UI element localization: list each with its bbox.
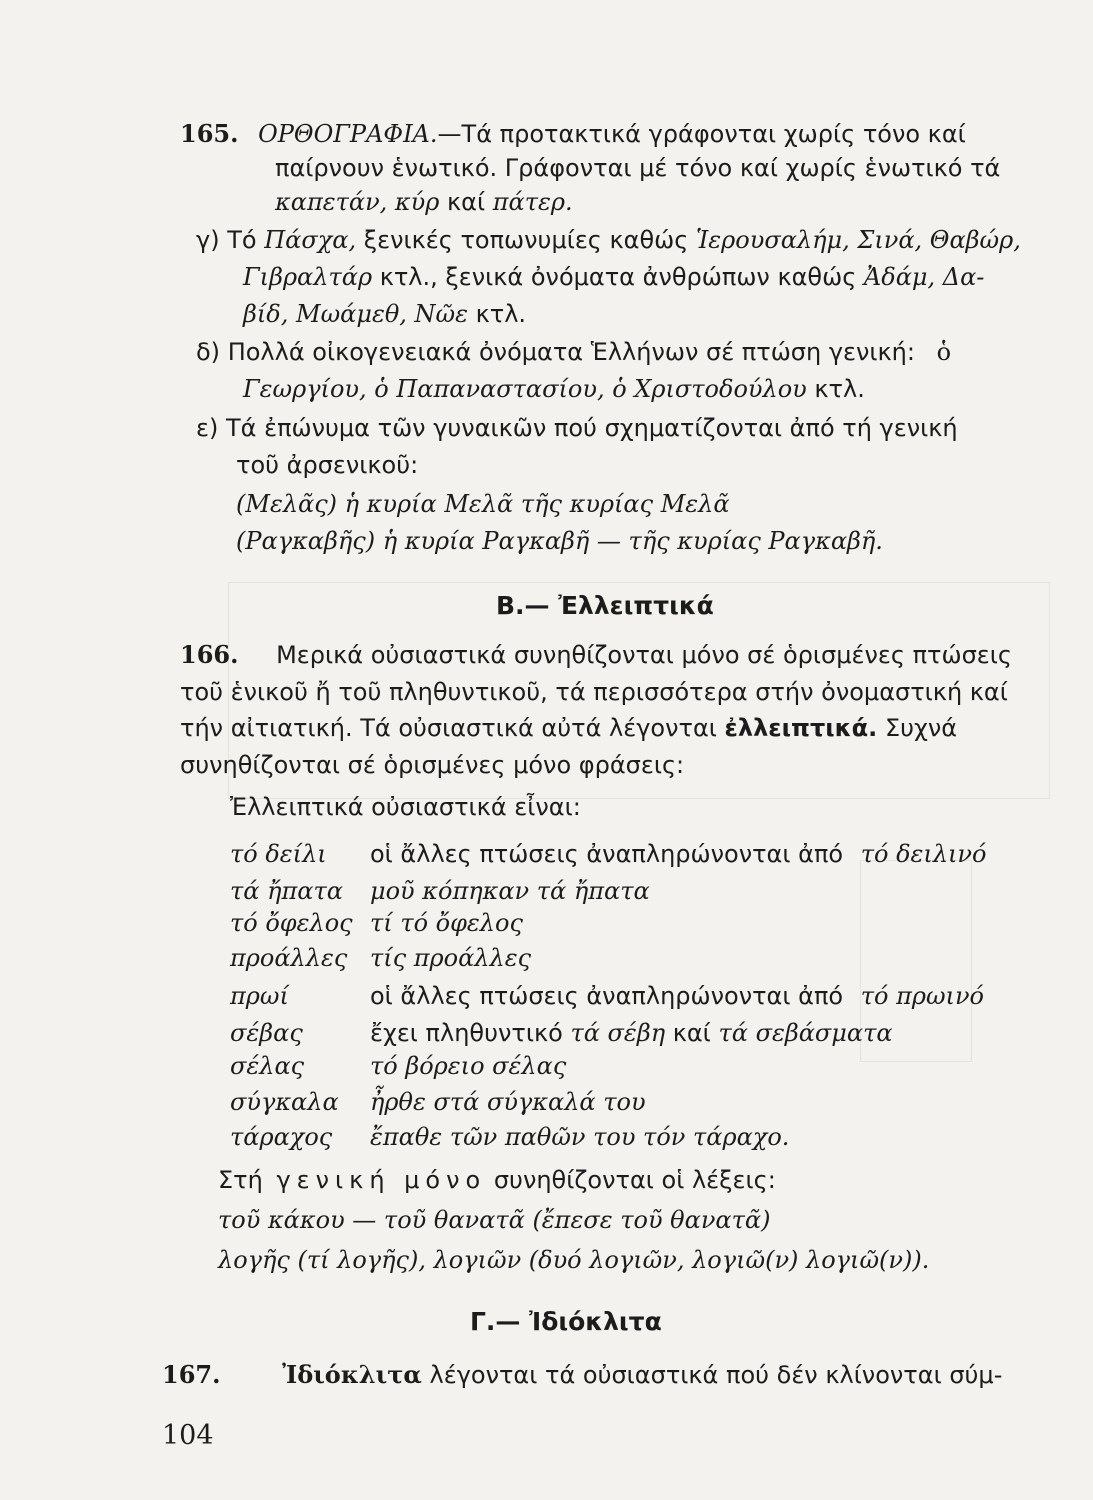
- term: σέλας: [230, 1052, 305, 1080]
- text-line: [230, 792, 581, 822]
- example-line: [236, 489, 730, 519]
- example-phrase: τό πρωινό: [860, 982, 984, 1010]
- example-word: πάτερ.: [492, 188, 573, 216]
- text: συνηθίζονται οἱ λέξεις:: [493, 1166, 776, 1194]
- page-number: 104: [162, 1420, 214, 1451]
- paragraph-number: 167.: [162, 1360, 221, 1389]
- bold-term: Ἰδιόκλιτα: [282, 1360, 422, 1389]
- text: καί: [672, 1019, 711, 1047]
- text-line: [180, 677, 1008, 707]
- example-phrase: ἦρθε στά σύγκαλά του: [370, 1088, 646, 1116]
- spaced-emphasis: γενική μόνο: [276, 1166, 487, 1194]
- text-line: —Τά προτακτικά γράφονται χωρίς τόνο καί: [437, 120, 966, 148]
- table-row: [230, 981, 984, 1011]
- text: Πολλά οἰκογενειακά ὀνόματα Ἑλλήνων σέ πτώση γενική:: [227, 338, 915, 366]
- example-phrase: τό βόρειο σέλας: [370, 1052, 567, 1080]
- example-line: [218, 1245, 929, 1275]
- example-line: [236, 526, 883, 556]
- example-text: (Ραγκαβῆς) ἡ κυρία Ραγκαβῆ — τῆς κυρίας Ραγκαβῆ.: [236, 527, 883, 555]
- text: συνηθίζονται σέ ὁρισμένες μόνο φράσεις:: [180, 751, 685, 779]
- text-line: [196, 225, 1021, 255]
- list-marker: γ): [196, 226, 220, 254]
- text-line: [243, 299, 526, 329]
- paragraph-number: 165.: [180, 119, 239, 148]
- example-word: καπετάν, κύρ: [275, 188, 440, 216]
- example-line: [218, 1205, 770, 1235]
- example-phrase: τά σεβάσματα: [718, 1019, 893, 1047]
- explanation: οἱ ἄλλες πτώσεις ἀναπληρώνονται ἀπό: [370, 840, 844, 868]
- text: κτλ., ξενικά ὀνόματα ἀνθρώπων καθώς: [379, 263, 857, 291]
- term: σέβας: [230, 1019, 303, 1047]
- text: Στή: [218, 1166, 263, 1194]
- text: Μερικά οὐσιαστικά συνηθίζονται μόνο σέ ὁρισμένες πτώσεις: [276, 641, 1012, 669]
- text-line: [196, 413, 958, 443]
- text-line: [180, 750, 684, 780]
- text: τήν αἰτιατική. Τά οὐσιαστικά αὐτά λέγονται: [180, 714, 717, 742]
- term: προάλλες: [230, 944, 348, 972]
- text: παίρνουν ἑνωτικό. Γράφονται μέ τόνο καί χωρίς ἑνωτικό τά: [275, 154, 1001, 182]
- text: ξενικές τοπωνυμίες καθώς: [363, 226, 689, 254]
- table-row: [230, 908, 523, 938]
- example-phrase: τίς προάλλες: [370, 944, 532, 972]
- example-phrase: τί τό ὄφελος: [370, 909, 523, 937]
- text: τοῦ ἀρσενικοῦ:: [236, 451, 419, 479]
- table-row: [230, 839, 986, 869]
- text-line: [243, 374, 865, 404]
- table-row: [230, 1122, 789, 1152]
- explanation: ἔχει πληθυντικό: [370, 1019, 563, 1047]
- text: Συχνά: [884, 714, 958, 742]
- section-heading: Γ.— Ἰδιόκλιτα: [470, 1307, 662, 1336]
- text-line: [243, 262, 984, 292]
- text: καί: [447, 188, 486, 216]
- paragraph-165-line: [180, 119, 966, 149]
- text: κτλ.: [814, 375, 865, 403]
- bold-term: ἐλλειπτικά.: [724, 714, 878, 742]
- text: κτλ.: [475, 300, 527, 328]
- example-word: Γιβραλτάρ: [243, 263, 373, 291]
- paragraph-number: 166.: [180, 640, 239, 669]
- text: Τό: [227, 226, 257, 254]
- term: τό δείλι: [230, 840, 327, 868]
- text: λέγονται τά οὐσιαστικά πού δέν κλίνονται σύμ-: [429, 1361, 1003, 1389]
- text: Ἐλλειπτικά οὐσιαστικά εἶναι:: [230, 793, 581, 821]
- example-word: βίδ, Μωάμεθ, Νῶε: [243, 300, 468, 328]
- table-row: [230, 1051, 566, 1081]
- text: ὁ: [936, 338, 952, 366]
- term: τά ἤπατα: [230, 877, 343, 905]
- example-phrase: μοῦ κόπηκαν τά ἤπατα: [370, 877, 650, 905]
- text: τοῦ ἑνικοῦ ἤ τοῦ πληθυντικοῦ, τά περισσότερα στήν ὀνομαστική καί: [180, 678, 1008, 706]
- paragraph-167-line: [162, 1360, 1002, 1390]
- table-row: [230, 876, 650, 906]
- list-marker: δ): [196, 338, 221, 366]
- explanation: οἱ ἄλλες πτώσεις ἀναπληρώνονται ἀπό: [370, 982, 844, 1010]
- text-line: [275, 187, 573, 217]
- example-text: τοῦ κάκου — τοῦ θανατᾶ (ἔπεσε τοῦ θανατᾶ): [218, 1206, 771, 1234]
- table-row: [230, 943, 531, 973]
- table-row: [230, 1087, 646, 1117]
- example-phrase: τό δειλινό: [860, 840, 987, 868]
- example-word: Ἱερουσαλήμ, Σινά, Θαβώρ,: [696, 226, 1021, 254]
- example-word: Πάσχα,: [264, 226, 357, 254]
- list-marker: ε): [196, 414, 219, 442]
- term: σύγκαλα: [230, 1088, 339, 1116]
- example-text: λογῆς (τί λογῆς), λογιῶν (δυό λογιῶν, λογιῶ(ν) λογιῶ(ν)).: [218, 1246, 930, 1274]
- example-word: Γεωργίου, ὁ Παπαναστασίου, ὁ Χριστοδούλου: [243, 375, 807, 403]
- text-line: [196, 337, 951, 367]
- text-line: [180, 713, 957, 743]
- example-phrase: ἔπαθε τῶν παθῶν του τόν τάραχο.: [370, 1123, 790, 1151]
- term: τό ὄφελος: [230, 909, 353, 937]
- example-text: (Μελᾶς) ἡ κυρία Μελᾶ τῆς κυρίας Μελᾶ: [236, 490, 730, 518]
- text: Τά ἐπώνυμα τῶν γυναικῶν πού σχηματίζονται ἀπό τή γενική: [225, 414, 958, 442]
- term: πρωί: [230, 982, 289, 1010]
- example-word: Ἀδάμ, Δα-: [863, 263, 985, 291]
- section-title: ΟΡΘΟΓΡΑΦΙΑ.: [258, 120, 438, 148]
- text-line: [236, 450, 418, 480]
- section-heading: Β.— Ἐλλειπτικά: [496, 591, 714, 620]
- table-row: [230, 1018, 893, 1048]
- term: τάραχος: [230, 1123, 333, 1151]
- text-line: [275, 153, 1000, 183]
- example-phrase: τά σέβη: [570, 1019, 666, 1047]
- paragraph-166-line: [180, 640, 1012, 670]
- text-line: [218, 1165, 776, 1195]
